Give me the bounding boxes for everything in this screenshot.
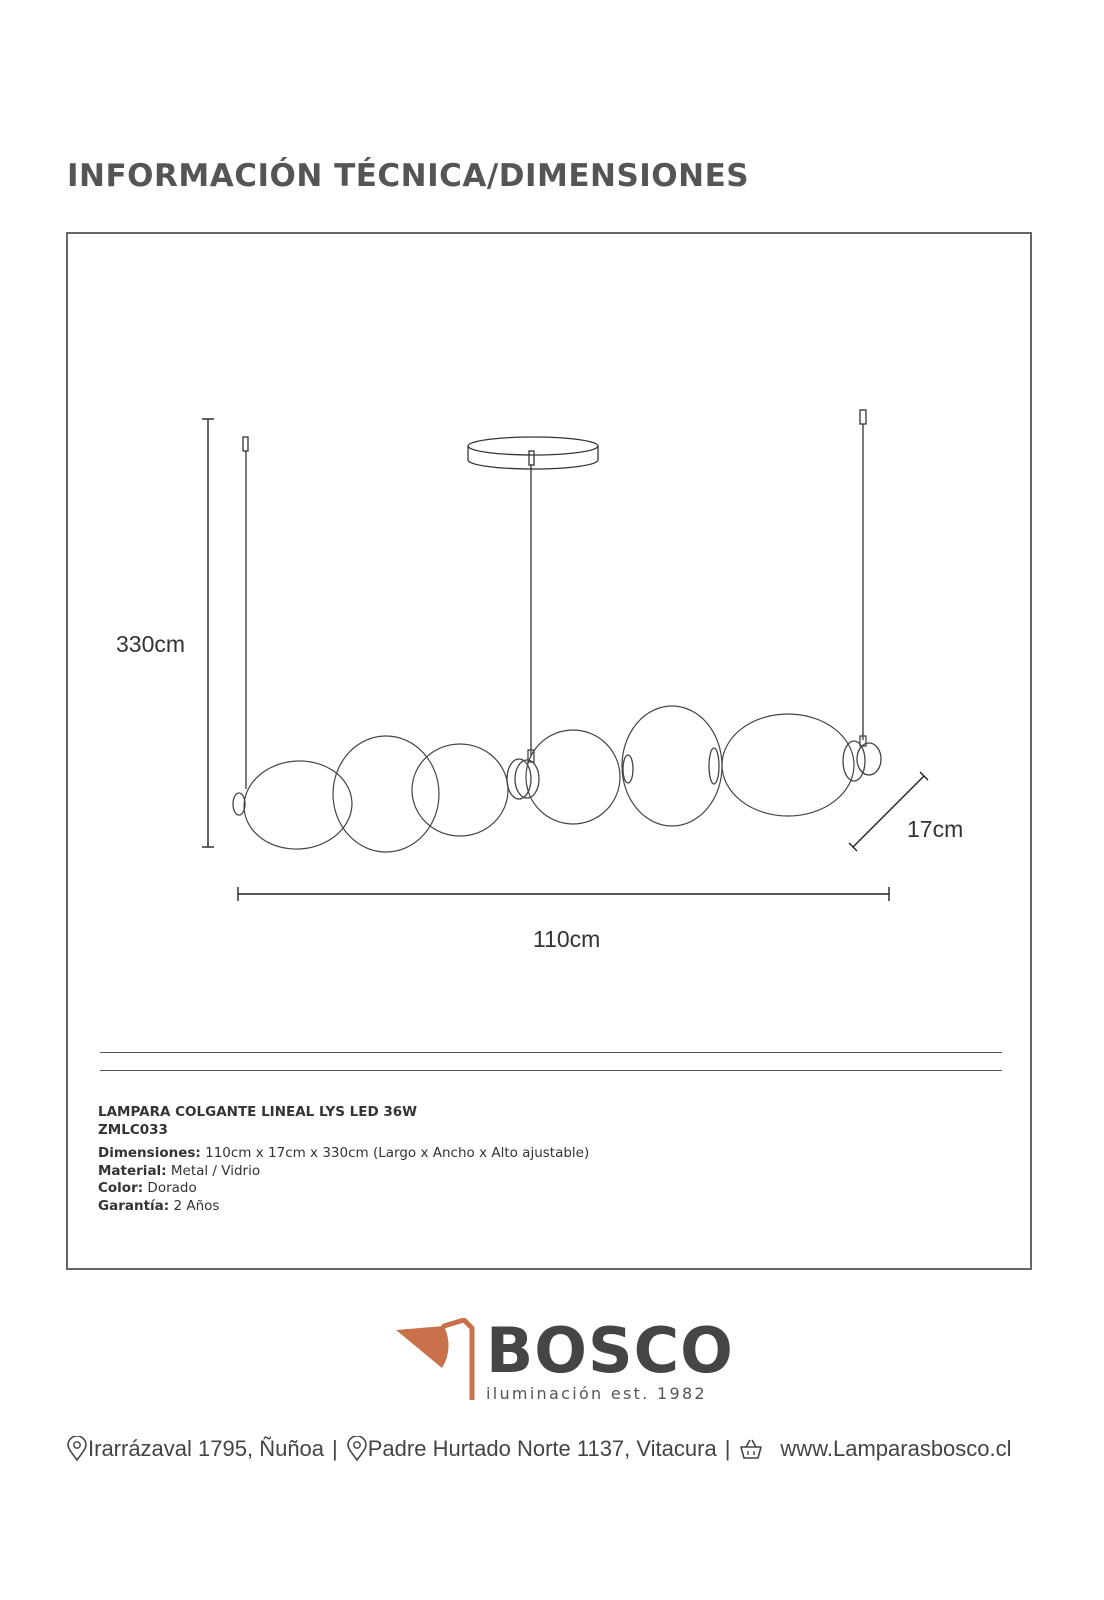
brand-tagline: iluminación est. 1982 xyxy=(486,1384,707,1403)
connector-rings xyxy=(233,736,881,815)
spec-value: 110cm x 17cm x 330cm (Largo x Ancho x Alto ajustable) xyxy=(200,1145,590,1161)
page-title: INFORMACIÓN TÉCNICA/DIMENSIONES xyxy=(67,158,750,194)
height-dimension-label: 330cm xyxy=(116,631,186,657)
technical-drawing-frame xyxy=(66,232,1032,1270)
spec-value: Dorado xyxy=(143,1180,197,1196)
product-specs xyxy=(98,1104,589,1215)
width-dimension-label: 110cm xyxy=(533,926,601,952)
product-code: ZMLC033 xyxy=(98,1121,168,1138)
separator: | xyxy=(724,1436,731,1461)
bosco-logo xyxy=(394,1314,734,1408)
spec-label: Garantía: xyxy=(98,1197,170,1214)
brand-name: BOSCO xyxy=(486,1314,734,1387)
address-nunoa: Irarrázaval 1795, Ñuñoa xyxy=(88,1436,325,1461)
spec-row xyxy=(98,1145,589,1163)
spec-row xyxy=(98,1180,589,1198)
glass-globes xyxy=(241,706,854,853)
location-pin-icon xyxy=(66,1436,88,1462)
spec-value: 2 Años xyxy=(169,1197,220,1214)
separator: | xyxy=(332,1436,338,1461)
spec-row xyxy=(98,1198,589,1216)
address-vitacura: Padre Hurtado Norte 1137, Vitacura xyxy=(367,1436,717,1461)
footer-contact xyxy=(66,1436,1012,1462)
dimension-lines xyxy=(202,419,928,901)
spec-row xyxy=(98,1163,589,1181)
spec-label: Material: xyxy=(98,1162,167,1179)
website-link[interactable]: www.Lamparasbosco.cl xyxy=(780,1436,1012,1461)
spec-value: Metal / Vidrio xyxy=(166,1162,261,1179)
shopping-basket-icon xyxy=(738,1437,764,1461)
lamp-logo-icon xyxy=(394,1318,484,1408)
depth-dimension-label: 17cm xyxy=(907,816,964,842)
divider-line xyxy=(100,1070,1002,1071)
ceiling-canopy xyxy=(468,437,598,469)
spec-label: Color: xyxy=(98,1180,144,1196)
product-name: LAMPARA COLGANTE LINEAL LYS LED 36W xyxy=(98,1104,418,1120)
location-pin-icon xyxy=(346,1436,368,1462)
spec-label: Dimensiones: xyxy=(98,1145,201,1161)
divider-line xyxy=(100,1052,1002,1053)
